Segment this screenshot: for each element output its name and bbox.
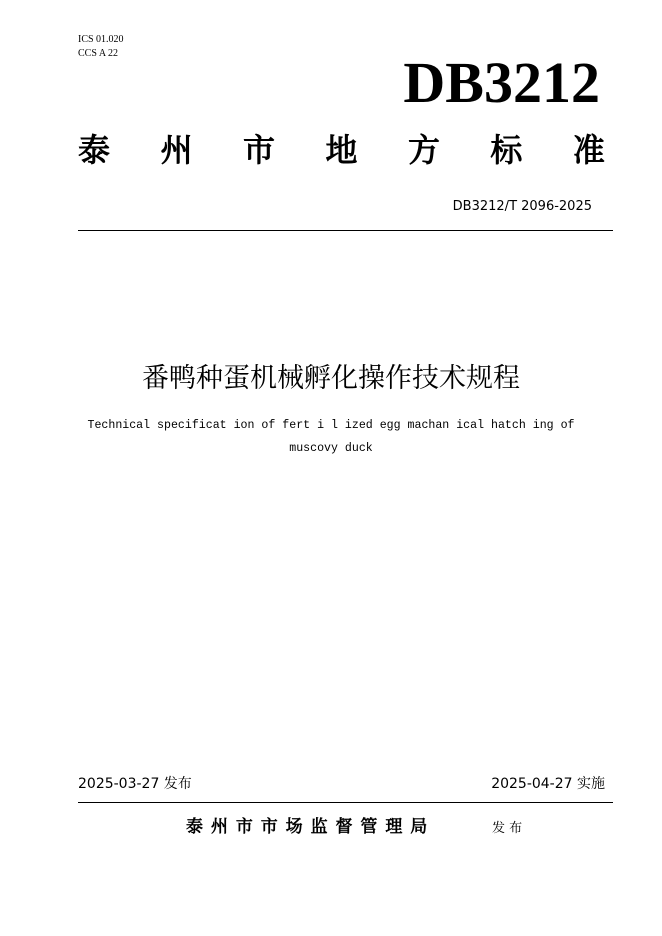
issue-date: 2025-03-27 发布 (78, 776, 192, 792)
issue-label: 发 布 (492, 821, 523, 836)
category-char: 方 (407, 131, 440, 169)
category-char: 泰 (78, 131, 111, 169)
title-en-line2: muscovy duck (289, 442, 373, 455)
standard-number: DB3212/T 2096-2025 (452, 199, 592, 214)
issuer: 泰 州 市 市 场 监 督 管 理 局 (186, 817, 429, 837)
bottom-rule (78, 802, 613, 803)
title-zh: 番鸭种蛋机械孵化操作技术规程 (142, 363, 520, 394)
category-char: 准 (572, 131, 605, 169)
title-en-line1: Technical specificat ion of fert i l ized egg machan ical hatch ing of (87, 419, 575, 432)
standard-code-logo: DB3212 (403, 50, 600, 115)
ccs-code: CCS A 22 (78, 48, 119, 59)
category-char: 市 (242, 131, 275, 169)
top-rule (78, 230, 613, 231)
category-char: 地 (325, 131, 358, 169)
ics-code: ICS 01.020 (78, 34, 124, 45)
category-char: 标 (490, 131, 523, 169)
category-char: 州 (160, 131, 193, 169)
standard-category-title (78, 131, 605, 169)
effective-date: 2025-04-27 实施 (491, 776, 605, 792)
